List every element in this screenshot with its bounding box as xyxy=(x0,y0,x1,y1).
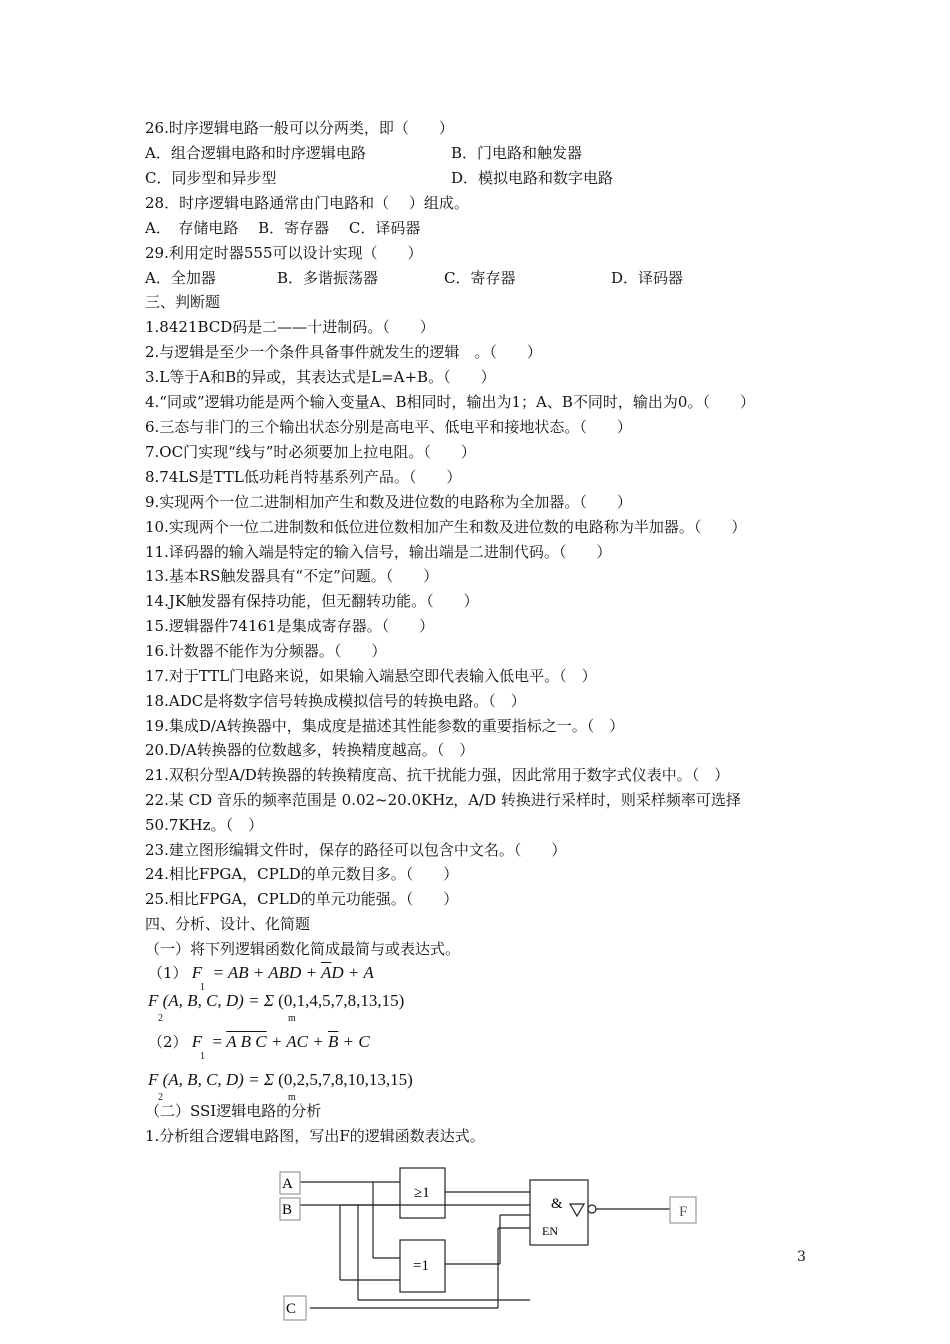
judge-item: 1.8421BCD码是二——十进制码。（ ） xyxy=(145,318,435,336)
q29-option-a: A．全加器 xyxy=(145,269,216,287)
circuit-input-a: A xyxy=(282,1176,293,1192)
question-28: 28．时序逻辑电路通常由门电路和（ ）组成。 xyxy=(145,194,469,212)
formula-3-number: （2） xyxy=(148,1033,188,1051)
formula-2-terms: (0,1,4,5,7,8,13,15) xyxy=(278,991,405,1010)
formula-3-mid: + AC + xyxy=(270,1032,324,1051)
circuit-input-c: C xyxy=(286,1301,297,1317)
formula-4-subscript: 2 xyxy=(158,1092,163,1103)
q26-option-b: B．门电路和触发器 xyxy=(451,144,583,162)
formula-1-bar-a: $\overline{A}$ xyxy=(321,963,332,982)
judge-item: 15.逻辑器件74161是集成寄存器。（ ） xyxy=(145,617,435,635)
judge-item: 18.ADC是将数字信号转换成模拟信号的转换电路。（ ） xyxy=(145,692,526,710)
formula-3-eq: = xyxy=(212,1032,223,1051)
judge-item: 21.双积分型A/D转换器的转换精度高、抗干扰能力强，因此常用于数字式仪表中。（ ） xyxy=(145,766,730,784)
or-gate-label: ≥1 xyxy=(414,1185,430,1201)
q29-option-c: C．寄存器 xyxy=(444,269,516,287)
formula-4 xyxy=(148,1070,413,1103)
formula-3-bar-abc: A B C xyxy=(226,1032,267,1051)
formula-4-m: m xyxy=(288,1092,296,1103)
formula-2-F: F xyxy=(148,991,159,1010)
formula-1-F: F xyxy=(191,963,203,982)
judge-item: 8.74LS是TTL低功耗肖特基系列产品。（ ） xyxy=(145,468,462,486)
judge-item: 22.某 CD 音乐的频率范围是 0.02~20.0KHz，A/D 转换进行采样时，则采样频率可选择 xyxy=(145,791,741,809)
q29-option-b: B．多谐振荡器 xyxy=(277,269,379,287)
section-4-sub1: （一）将下列逻辑函数化简成最简与或表达式。 xyxy=(145,940,461,958)
judge-item: 3.L等于A和B的异或，其表达式是L=A+B。（ ） xyxy=(145,368,496,386)
judge-item: 19.集成D/A转换器中，集成度是描述其性能参数的重要指标之一。（ ） xyxy=(145,717,625,735)
question-28-options: A． 存储电路 B．寄存器 C．译码器 xyxy=(145,219,421,237)
judge-item: 9.实现两个一位二进制相加产生和数及进位数的电路称为全加器。（ ） xyxy=(145,493,632,511)
formula-4-F: F xyxy=(148,1070,159,1089)
judge-item: 50.7KHz。（ ） xyxy=(145,816,264,834)
formula-3-tail: + C xyxy=(342,1032,370,1051)
judge-item: 7.OC门实现“线与”时必须要加上拉电阻。（ ） xyxy=(145,443,476,461)
circuit-input-b: B xyxy=(282,1202,293,1218)
formula-1-expr: = AB + ABD + xyxy=(212,963,321,982)
xor-gate-label: =1 xyxy=(413,1258,429,1274)
section-4-sub2: （二）SSI逻辑电路的分析 xyxy=(145,1102,322,1120)
formula-1-number: （1） xyxy=(148,964,188,982)
judge-item: 10.实现两个一位二进制数和低位进位数相加产生和数及进位数的电路称为半加器。（ ） xyxy=(145,518,747,536)
formula-1 xyxy=(148,962,374,993)
page-number: 3 xyxy=(797,1249,806,1265)
judge-item: 20.D/A转换器的位数越多，转换精度越高。（ ） xyxy=(145,741,475,759)
judge-item: 24.相比FPGA，CPLD的单元数目多。（ ） xyxy=(145,865,459,883)
judge-item: 2.与逻辑是至少一个条件具备事件就发生的逻辑 。（ ） xyxy=(145,343,542,361)
formula-2 xyxy=(148,991,405,1024)
judge-item: 6.三态与非门的三个输出状态分别是高电平、低电平和接地状态。（ ） xyxy=(145,418,632,436)
formula-3-subscript: 1 xyxy=(200,1051,205,1062)
q29-option-d: D．译码器 xyxy=(611,269,684,287)
and-gate-label: & xyxy=(551,1196,563,1212)
judge-item: 25.相比FPGA，CPLD的单元功能强。（ ） xyxy=(145,890,459,908)
section-3-title: 三、判断题 xyxy=(145,293,221,311)
section-4-question-1: 1.分析组合逻辑电路图，写出F的逻辑函数表达式。 xyxy=(145,1127,485,1145)
section-4-title: 四、分析、设计、化简题 xyxy=(145,915,311,933)
circuit-output-f: F xyxy=(679,1204,688,1220)
formula-1-tail: D + A xyxy=(331,963,374,982)
judge-item: 16.计数器不能作为分频器。（ ） xyxy=(145,642,387,660)
formula-2-m: m xyxy=(288,1013,296,1024)
judge-item: 23.建立图形编辑文件时，保存的路径可以包含中文名。（ ） xyxy=(145,841,567,859)
formula-2-expr: (A, B, C, D) = Σ xyxy=(162,991,274,1010)
q26-option-a: A．组合逻辑电路和时序逻辑电路 xyxy=(145,144,366,162)
question-29: 29.利用定时器555可以设计实现（ ） xyxy=(145,244,423,262)
formula-1-subscript: 1 xyxy=(200,982,205,993)
question-26: 26.时序逻辑电路一般可以分两类，即（ ） xyxy=(145,119,454,137)
formula-2-subscript: 2 xyxy=(158,1013,163,1024)
enable-label: EN xyxy=(542,1224,558,1238)
logic-circuit-diagram xyxy=(270,1160,710,1330)
formula-3 xyxy=(148,1031,370,1062)
formula-3-bar-b: $\overline{B}$ xyxy=(327,1032,339,1051)
judge-item: 14.JK触发器有保持功能，但无翻转功能。（ ） xyxy=(145,592,479,610)
judge-item: 11.译码器的输入端是特定的输入信号，输出端是二进制代码。（ ） xyxy=(145,543,612,561)
formula-4-terms: (0,2,5,7,8,10,13,15) xyxy=(278,1070,413,1089)
q26-option-d: D．模拟电路和数字电路 xyxy=(451,169,614,187)
judge-item: 17.对于TTL门电路来说，如果输入端悬空即代表输入低电平。（ ） xyxy=(145,667,597,685)
judge-item: 4.“同或”逻辑功能是两个输入变量A、B相同时，输出为1；A、B不同时，输出为0。（ ） xyxy=(145,393,755,411)
judge-item: 13.基本RS触发器具有“不定”问题。（ ） xyxy=(145,567,439,585)
formula-3-F: F xyxy=(191,1032,203,1051)
q26-option-c: C．同步型和异步型 xyxy=(145,169,277,187)
formula-4-expr: (A, B, C, D) = Σ xyxy=(162,1070,274,1089)
